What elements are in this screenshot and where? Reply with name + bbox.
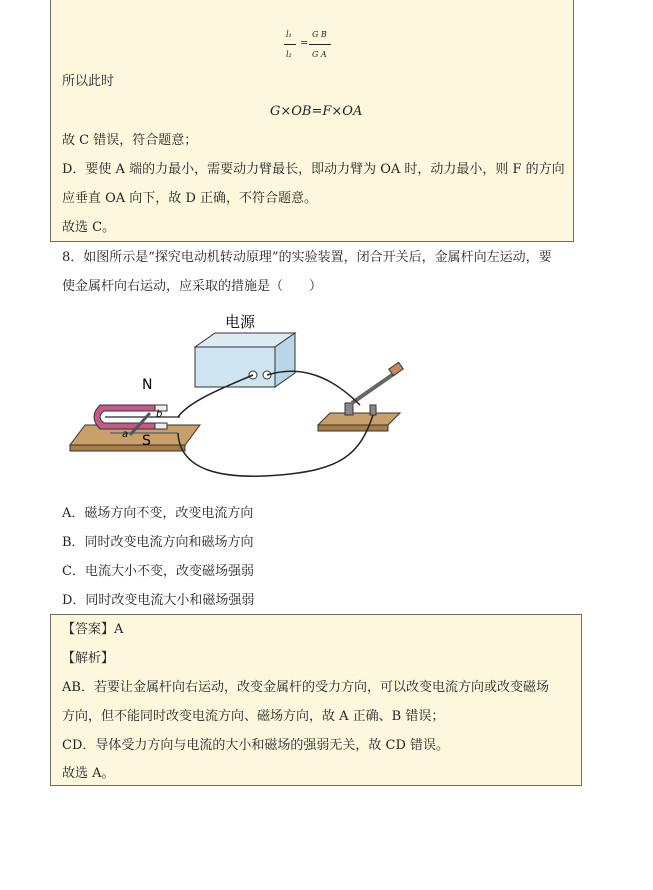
analysis-text-line: 方向，但不能同时改变电流方向、磁场方向，故 A 正确、B 错误；: [62, 709, 445, 724]
analysis-title: 【解析】: [62, 651, 115, 666]
option-d: D．同时改变电流大小和磁场强弱: [62, 593, 255, 608]
power-supply-front: [195, 347, 275, 387]
analysis-text-line: AB．若要让金属杆向右运动，改变金属杆的受力方向，可以改变电流方向或改变磁场: [62, 680, 549, 695]
solution-text-line: 所以此时: [62, 74, 115, 89]
option-c: C．电流大小不变，改变磁场强弱: [62, 564, 254, 579]
south-pole-label: S: [142, 433, 151, 449]
fraction-denominator-right: G A: [312, 50, 327, 59]
motor-experiment-figure: [60, 305, 420, 485]
solution-text-line: 故 C 错误，符合题意；: [62, 133, 198, 148]
fraction-bar-left: [284, 44, 296, 45]
solution-text-line: D．要使 A 端的力最小，需要动力臂最长，即动力臂为 OA 时，动力最小，则 F 的方向: [62, 162, 565, 177]
option-a: A．磁场方向不变，改变电流方向: [62, 506, 254, 521]
magnet-pole-s: [155, 423, 167, 429]
answer-label: 【答案】A: [62, 622, 124, 637]
switch-hinge: [345, 403, 353, 415]
question-text: 使金属杆向右运动，应采取的措施是（ ）: [62, 279, 323, 294]
power-supply-label: 电源: [225, 313, 256, 331]
rod-end-label-a: a: [122, 429, 129, 440]
magnet-base-front: [70, 445, 185, 451]
answer-box: [50, 614, 582, 786]
north-pole-label: N: [142, 377, 153, 393]
fraction-numerator-right: G B: [312, 30, 327, 39]
ratio-formula: [284, 28, 334, 68]
analysis-text-line: CD．导体受力方向与电流的大小和磁场的强弱无关，故 CD 错误。: [62, 738, 450, 753]
fraction-bar-right: [309, 44, 331, 45]
option-b: B．同时改变电流方向和磁场方向: [62, 535, 254, 550]
solution-text-line: 应垂直 OA 向下，故 D 正确，不符合题意。: [62, 191, 317, 206]
switch-base-top: [318, 413, 400, 425]
switch-contact: [370, 405, 376, 415]
equals-sign: =: [300, 38, 309, 49]
fraction-denominator-left: l₂: [286, 50, 292, 59]
analysis-conclusion: 故选 A。: [62, 766, 115, 781]
switch-blade: [352, 373, 395, 403]
rod-end-label-b: b: [156, 409, 163, 420]
switch-base-front: [318, 425, 388, 431]
torque-formula: G×OB=F×OA: [270, 104, 363, 119]
fraction-numerator-left: l₁: [286, 30, 292, 39]
solution-conclusion: 故选 C。: [62, 220, 116, 235]
question-text: 8．如图所示是“探究电动机转动原理”的实验装置，闭合开关后，金属杆向左运动，要: [62, 250, 552, 265]
